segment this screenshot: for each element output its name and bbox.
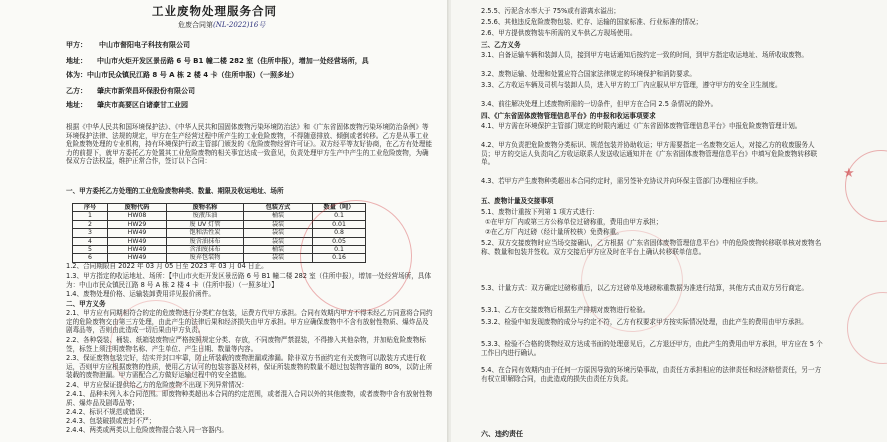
party-b-row — [66, 87, 195, 96]
section-5-heading: 五、废物计量及交接事项 — [481, 197, 554, 205]
party-a-name: 中山市督阳电子科技有限公司 — [99, 41, 190, 49]
section-3-heading: 三、乙方义务 — [481, 41, 521, 49]
contract-preamble: 根据《中华人民共和国环境保护法》、《中华人民共和国固体废物污染环境防治法》和《广东省固体废物污染环境防治条例》等环境保护法律、法规的规定，甲方在生产经营过程中所产生的工业危险废物，不得随意排放、倾倒或者转移。乙方是从事工业危险废物处理的专业机构，持有环境保护行政主管部门颁发的《危险废物经营许可证》。双方经平等友好协商，在乙方有处理能力的前提下，就甲方委托乙方处置其工业危险废物的相关事宜达成一致意见，负责处理甲方生产中产生的工业危险废物，为确保双方合法权益，维护正常合作，签订以下合同： — [66, 123, 432, 166]
cell: HW49 — [108, 229, 167, 237]
cell: 1 — [73, 212, 108, 220]
cross-page-seal-strip — [835, 0, 887, 442]
cell: 废 UV 灯管 — [167, 220, 244, 228]
clause-2-6: 2.6、甲方提供废物装车所需的叉车供乙方现场使用。 — [481, 29, 637, 37]
seal-fragment-lower — [847, 292, 887, 364]
red-seal-stamp-right — [581, 230, 683, 332]
cell: HW49 — [108, 246, 167, 254]
clause-4-2: 4.2、甲方负责把危险废物分类标识、规范包装并协助收运；甲方需要指定一名废物交运人，对接乙方的收废服务人员；甲方的交运人负责向乙方收运联系人发送收运通知并在《广东省固体废物管理信息平台》中填写危险废物转移联单。 — [481, 141, 818, 167]
red-seal-stamp — [300, 200, 412, 312]
cell: 0.16 — [313, 254, 366, 262]
cell: 0.01 — [313, 220, 366, 228]
clause-2-4: 2.4、甲方应保证提供给乙方的危险废物不出现下列异常情况： — [66, 381, 248, 389]
seal-fragment-upper — [845, 150, 887, 222]
clause-4-3: 4.3、若甲方产生废物种类超出本合同约定时，需另签补充协议并向环保主管部门办理相应手续。 — [481, 177, 762, 185]
clause-5-1-option-2: ②在乙方厂内过磅（经计量所校核）免费称重。 — [485, 228, 623, 236]
col-header-index: 序号 — [73, 204, 108, 212]
clause-2-4-1: 2.4.1、品种未列入本合同范围。即废物种类超出本合同的约定范围，或者混入合同以外的其他废物，或者废物中含有放射性物质、爆炸品及剧毒品等； — [66, 390, 433, 407]
party-a-address-text: 中山市火炬开发区景岳路 6 号 B1 幢二楼 282 室（住所申报），增加一处经营场所，具 — [97, 57, 369, 65]
cell: 废液压油 — [167, 212, 244, 220]
contract-title: 工业废物处理服务合同 — [152, 4, 277, 18]
cell: 袋装 — [244, 254, 313, 262]
clause-2-1: 2.1、甲方应有同期相符合的定的危废物进行分类贮存包装，运费方代甲方承担。合同有效期内甲方不得未经乙方同意将合同约定的危险废物交由第三方处理，由此产生的法律后果和经济损失由甲方承担。甲方应确保废物中不含有放射性物质、爆炸品及剧毒品等，否则由此造成一切后果由甲方负责。 — [66, 309, 433, 335]
party-a-label: 甲方： — [66, 41, 87, 49]
clause-3-1: 3.1、自备运输车辆和装卸人员，接到甲方电话通知后按约定一致的时间，到甲方指定收运地址、场所收取废物。 — [481, 51, 808, 59]
cell: 4 — [73, 237, 108, 245]
clause-1-3: 1.3、甲方指定的收运地址、场所：【中山市火炬开发区景岳路 6 号 B1 幢二楼 282 室（住所申报），增加一处经营场所，具体为：中山市民众镇民江路 8 号 A 栋 2 楼 4 卡（住所申报）（一照多址）】 — [66, 272, 432, 289]
cell: 袋装 — [244, 237, 313, 245]
cell: 废含油抹布 — [167, 237, 244, 245]
cell: 0.8 — [313, 229, 366, 237]
clause-2-4-2: 2.4.2、标识不规范或错误； — [66, 408, 149, 416]
party-b-address-label: 地址： — [66, 101, 87, 109]
section-2-heading: 二、甲方义务 — [66, 300, 106, 308]
clause-5-3-2: 5.3.2、检验中如发现废物的成分与约定不符，乙方有权要求甲方按实际情况处理，由此产生的费用由甲方承担。 — [481, 318, 808, 326]
clause-2-4-3: 2.4.3、包装破损或密封不严； — [66, 417, 156, 425]
cell: 3 — [73, 229, 108, 237]
cell: HW29 — [108, 220, 167, 228]
clause-1-4: 1.4、废物处理价格、运输装卸费用详见报价函件。 — [66, 290, 215, 298]
clause-3-3: 3.3、乙方收运车辆及司机与装卸人员，进入甲方的工厂内应服从甲方管理，遵守甲方的安全卫生制度。 — [481, 81, 782, 89]
cell: 2 — [73, 220, 108, 228]
clause-1-2: 1.2、合同期限自 2022 年 03 月 05 日至 2023 年 03 月 04 日止。 — [66, 262, 268, 270]
party-a-row — [66, 41, 190, 50]
clause-5-1: 5.1、废物计重按下列第 1 项方式进行： — [481, 208, 599, 216]
cell: 废弃包装物 — [167, 254, 244, 262]
cell: 5 — [73, 246, 108, 254]
contract-number-label: 危废合同第 — [178, 21, 213, 29]
clause-5-1-option-1: ①在甲方厂内或第三方公称单位过磅称重，费用由甲方承担； — [485, 218, 663, 226]
clause-2-3: 2.3、保证废物包装完好，结实并封口牢靠，防止所装载的废物泄漏或渗漏。除非双方书面约定有关废物可以散装方式进行收运，否则甲方应根据废物的性质，使用乙方认可的包装容器及材料，保证所装废物的数量不超过包装物容量的 80%，以防止所装载的废物泄漏。甲方需配合乙方做好运输过程中的安全措施。 — [66, 354, 433, 380]
clause-4-1: 4.1、甲方需在环境保护主管部门规定的时限内通过《广东省固体废物管理信息平台》申报危险废物管理计划。 — [481, 122, 802, 130]
cell: 6 — [73, 254, 108, 262]
party-b-label: 乙方： — [66, 87, 87, 95]
col-header-code: 废物代码 — [108, 204, 167, 212]
cell: 桶装 — [244, 212, 313, 220]
clause-2-4-4: 2.4.4、两类或两类以上危险废物混合装入同一容器内。 — [66, 426, 228, 434]
col-header-name: 废物名称 — [167, 204, 244, 212]
cell: HW49 — [108, 254, 167, 262]
party-b-address: 肇庆市高要区白诸豪甘工业园 — [97, 101, 188, 109]
red-seal-stamp-faint — [110, 300, 202, 392]
party-a-address-line-1 — [66, 57, 369, 66]
clause-2-2: 2.2、各种袋装、桶装、纸箱装废物应严格按照规定分类、存放，不同废物严禁混装，不得掺入其他杂物，并加贴危险废物标签，标签上须注明废物名称、产生单位、产生日期、数量等内容。 — [66, 336, 426, 353]
clause-5-3: 5.3、计量方式：双方确定过磅称重后，以乙方过磅单及地磅称重数据为准进行结算，其他方式由双方另行商定。 — [481, 284, 808, 292]
section-6-heading: 六、违约责任 — [481, 430, 523, 438]
contract-number-handwritten: (NL-2022)16号 — [213, 21, 266, 29]
cell: 饱和活性炭 — [167, 229, 244, 237]
cell: 0.05 — [313, 237, 366, 245]
clause-5-3-3: 5.3.3、检验不合格的货物经双方达成书面的处理意见后，乙方退还甲方，由此产生的费用由甲方承担，甲方应在 5 个工作日内进行确认。 — [481, 340, 823, 357]
clause-2-5-6: 2.5.6、其他违反危险废物包装、贮存、运输的国家标准、行业标准的情况； — [481, 18, 703, 26]
cell: 0.1 — [313, 212, 366, 220]
cell: HW49 — [108, 237, 167, 245]
cell: 桶装 — [244, 246, 313, 254]
seal-star-icon: ★ — [843, 166, 855, 181]
section-1-heading: 一、甲方委托乙方处理的工业危险废物种类、数量、期限及收运地址、场所 — [66, 187, 284, 195]
clause-5-2: 5.2、双方交接废物时应当场交接确认，乙方根据《广东省固体废物管理信息平台》中的危险废物转移联单核对废物名称、数量和包装并签收。双方交接后甲方应及时在平台上确认转移联单信息。 — [481, 239, 822, 256]
clause-5-4: 5.4、在合同有效期内由于任何一方原因导致的环境污染事故，由责任方承担相应的法律责任和经济赔偿责任，另一方有权立即解除合同，由此造成的损失由责任方负责。 — [481, 366, 822, 383]
party-a-address-label: 地址： — [66, 57, 87, 65]
clause-2-5-5: 2.5.5、污泥含水率大于 75%或有游离水溢出； — [481, 7, 621, 15]
contract-number — [178, 21, 265, 30]
col-header-quantity: 数量（吨） — [313, 204, 366, 212]
cell: 0.1 — [313, 246, 366, 254]
contract-page-right — [451, 0, 887, 442]
clause-3-4: 3.4、前往解决处理上述废物所需的一切条件，但甲方在合同 2.5 条情况的除外。 — [481, 100, 718, 108]
cell: 含油废抹布 — [167, 246, 244, 254]
cell: HW08 — [108, 212, 167, 220]
section-4-heading: 四、《广东省固体废物管理信息平台》的申报和收运事项要求 — [481, 112, 656, 120]
party-b-address-row — [66, 101, 188, 110]
party-b-name: 肇庆市新荣昌环保股份有限公司 — [97, 87, 195, 95]
cell: 袋装 — [244, 229, 313, 237]
cell: 袋装 — [244, 220, 313, 228]
col-header-packaging: 包装方式 — [244, 204, 313, 212]
party-a-address-line-2: 体为：中山市民众镇民江路 8 号 A 栋 2 楼 4 卡（住所申报）（一照多址） — [66, 71, 299, 79]
clause-3-2: 3.2、废物运输、处理和处置应符合国家法律规定的环境保护和消防要求。 — [481, 70, 696, 78]
clause-5-3-1: 5.3.1、乙方在交接废物后根据生产排期对废物进行检验。 — [481, 306, 650, 314]
